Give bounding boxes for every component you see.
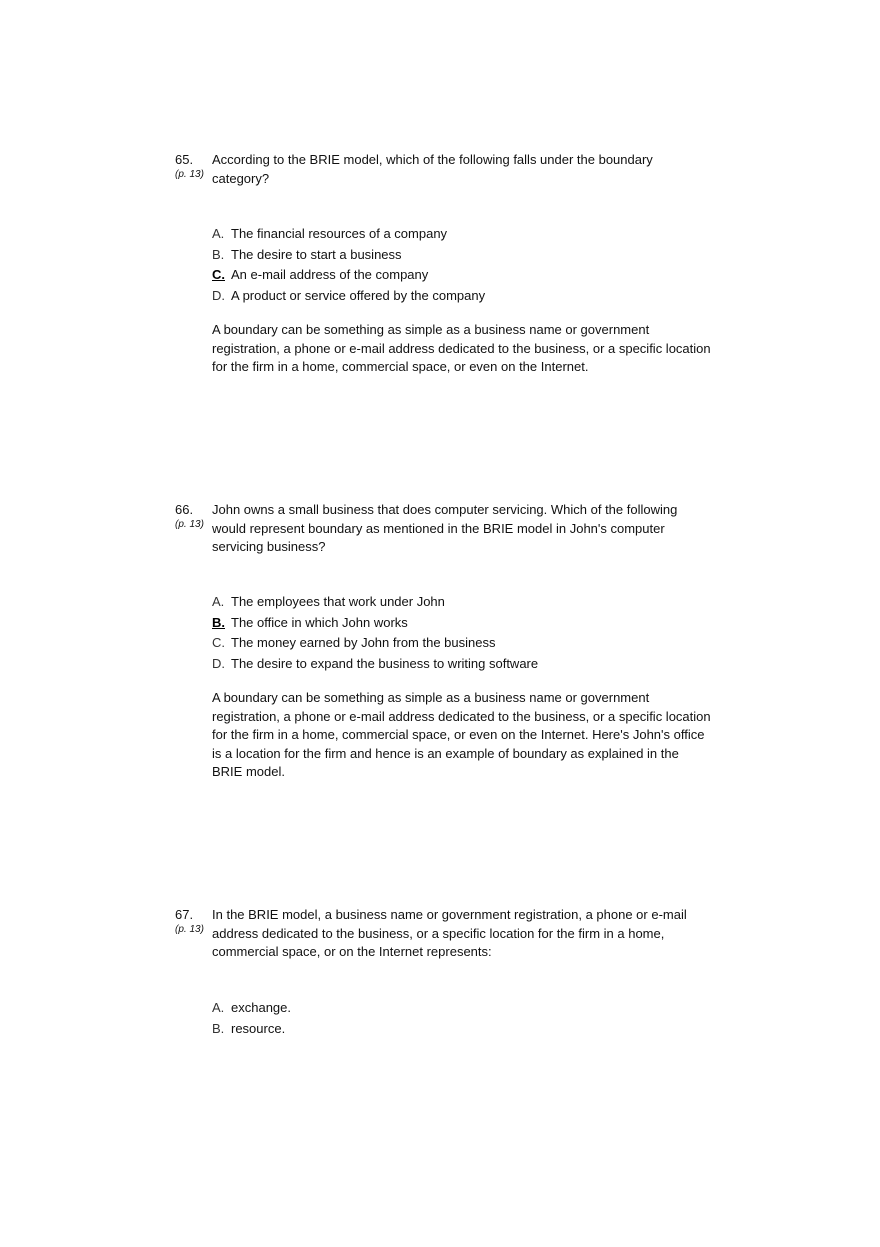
answer-options	[212, 998, 291, 1039]
option-letter: B.	[212, 1020, 225, 1036]
answer-explanation: A boundary can be something as simple as a business name or government registration, a phone or e-mail address dedicated to the business, or a specific location for the firm in a home, commercial space, or even on the Internet. Here's John's office is a location for the firm and hence is an example of boundary as explained in the BRIE model.	[212, 690, 711, 779]
question-number: 66.	[175, 502, 194, 517]
option-d	[212, 654, 538, 675]
answer-explanation: A boundary can be something as simple as a business name or government registration, a phone or e-mail address dedicated to the business, or a specific location for the firm in a home, commercial space, or even on the Internet.	[212, 322, 711, 374]
option-letter: D.	[212, 287, 225, 303]
option-text: The financial resources of a company	[231, 226, 448, 241]
question-number: 67.	[175, 907, 194, 922]
option-c	[212, 633, 538, 654]
option-text: The desire to start a business	[231, 246, 402, 262]
option-text: The office in which John works	[231, 614, 408, 630]
correct-option-letter: C.	[212, 267, 225, 282]
option-letter: C.	[212, 635, 225, 650]
option-letter: A.	[212, 594, 225, 609]
page-reference: (p. 13)	[175, 169, 204, 180]
option-a	[212, 592, 538, 613]
option-text: A product or service offered by the company	[231, 287, 486, 303]
page-reference: (p. 13)	[175, 924, 204, 935]
option-text: exchange.	[231, 1000, 291, 1015]
option-text: resource.	[231, 1020, 286, 1036]
answer-options	[212, 592, 538, 674]
option-letter: D.	[212, 655, 225, 671]
question-number: 65.	[175, 152, 194, 167]
option-letter: A.	[212, 1000, 225, 1015]
option-letter: B.	[212, 246, 225, 262]
option-text: The money earned by John from the business	[231, 635, 496, 650]
question-stem: According to the BRIE model, which of the following falls under the boundary category?	[212, 152, 653, 186]
option-b-correct	[212, 613, 538, 634]
answer-options	[212, 224, 485, 306]
option-c-correct	[212, 265, 485, 286]
option-a	[212, 998, 291, 1019]
question-stem: John owns a small business that does computer servicing. Which of the following would represent boundary as mentioned in the BRIE model in John's computer servicing business?	[212, 502, 678, 554]
option-b	[212, 245, 485, 266]
question-stem: In the BRIE model, a business name or government registration, a phone or e-mail address dedicated to the business, or a specific location for the firm in a home, commercial space, or on the Internet represents:	[212, 907, 687, 959]
option-text: The employees that work under John	[231, 594, 445, 609]
option-d	[212, 286, 485, 307]
option-text: The desire to expand the business to writing software	[231, 655, 539, 671]
correct-option-letter: B.	[212, 614, 225, 630]
option-b	[212, 1019, 291, 1040]
option-letter: A.	[212, 226, 225, 241]
option-a	[212, 224, 485, 245]
option-text: An e-mail address of the company	[231, 267, 429, 282]
page-reference: (p. 13)	[175, 519, 204, 530]
